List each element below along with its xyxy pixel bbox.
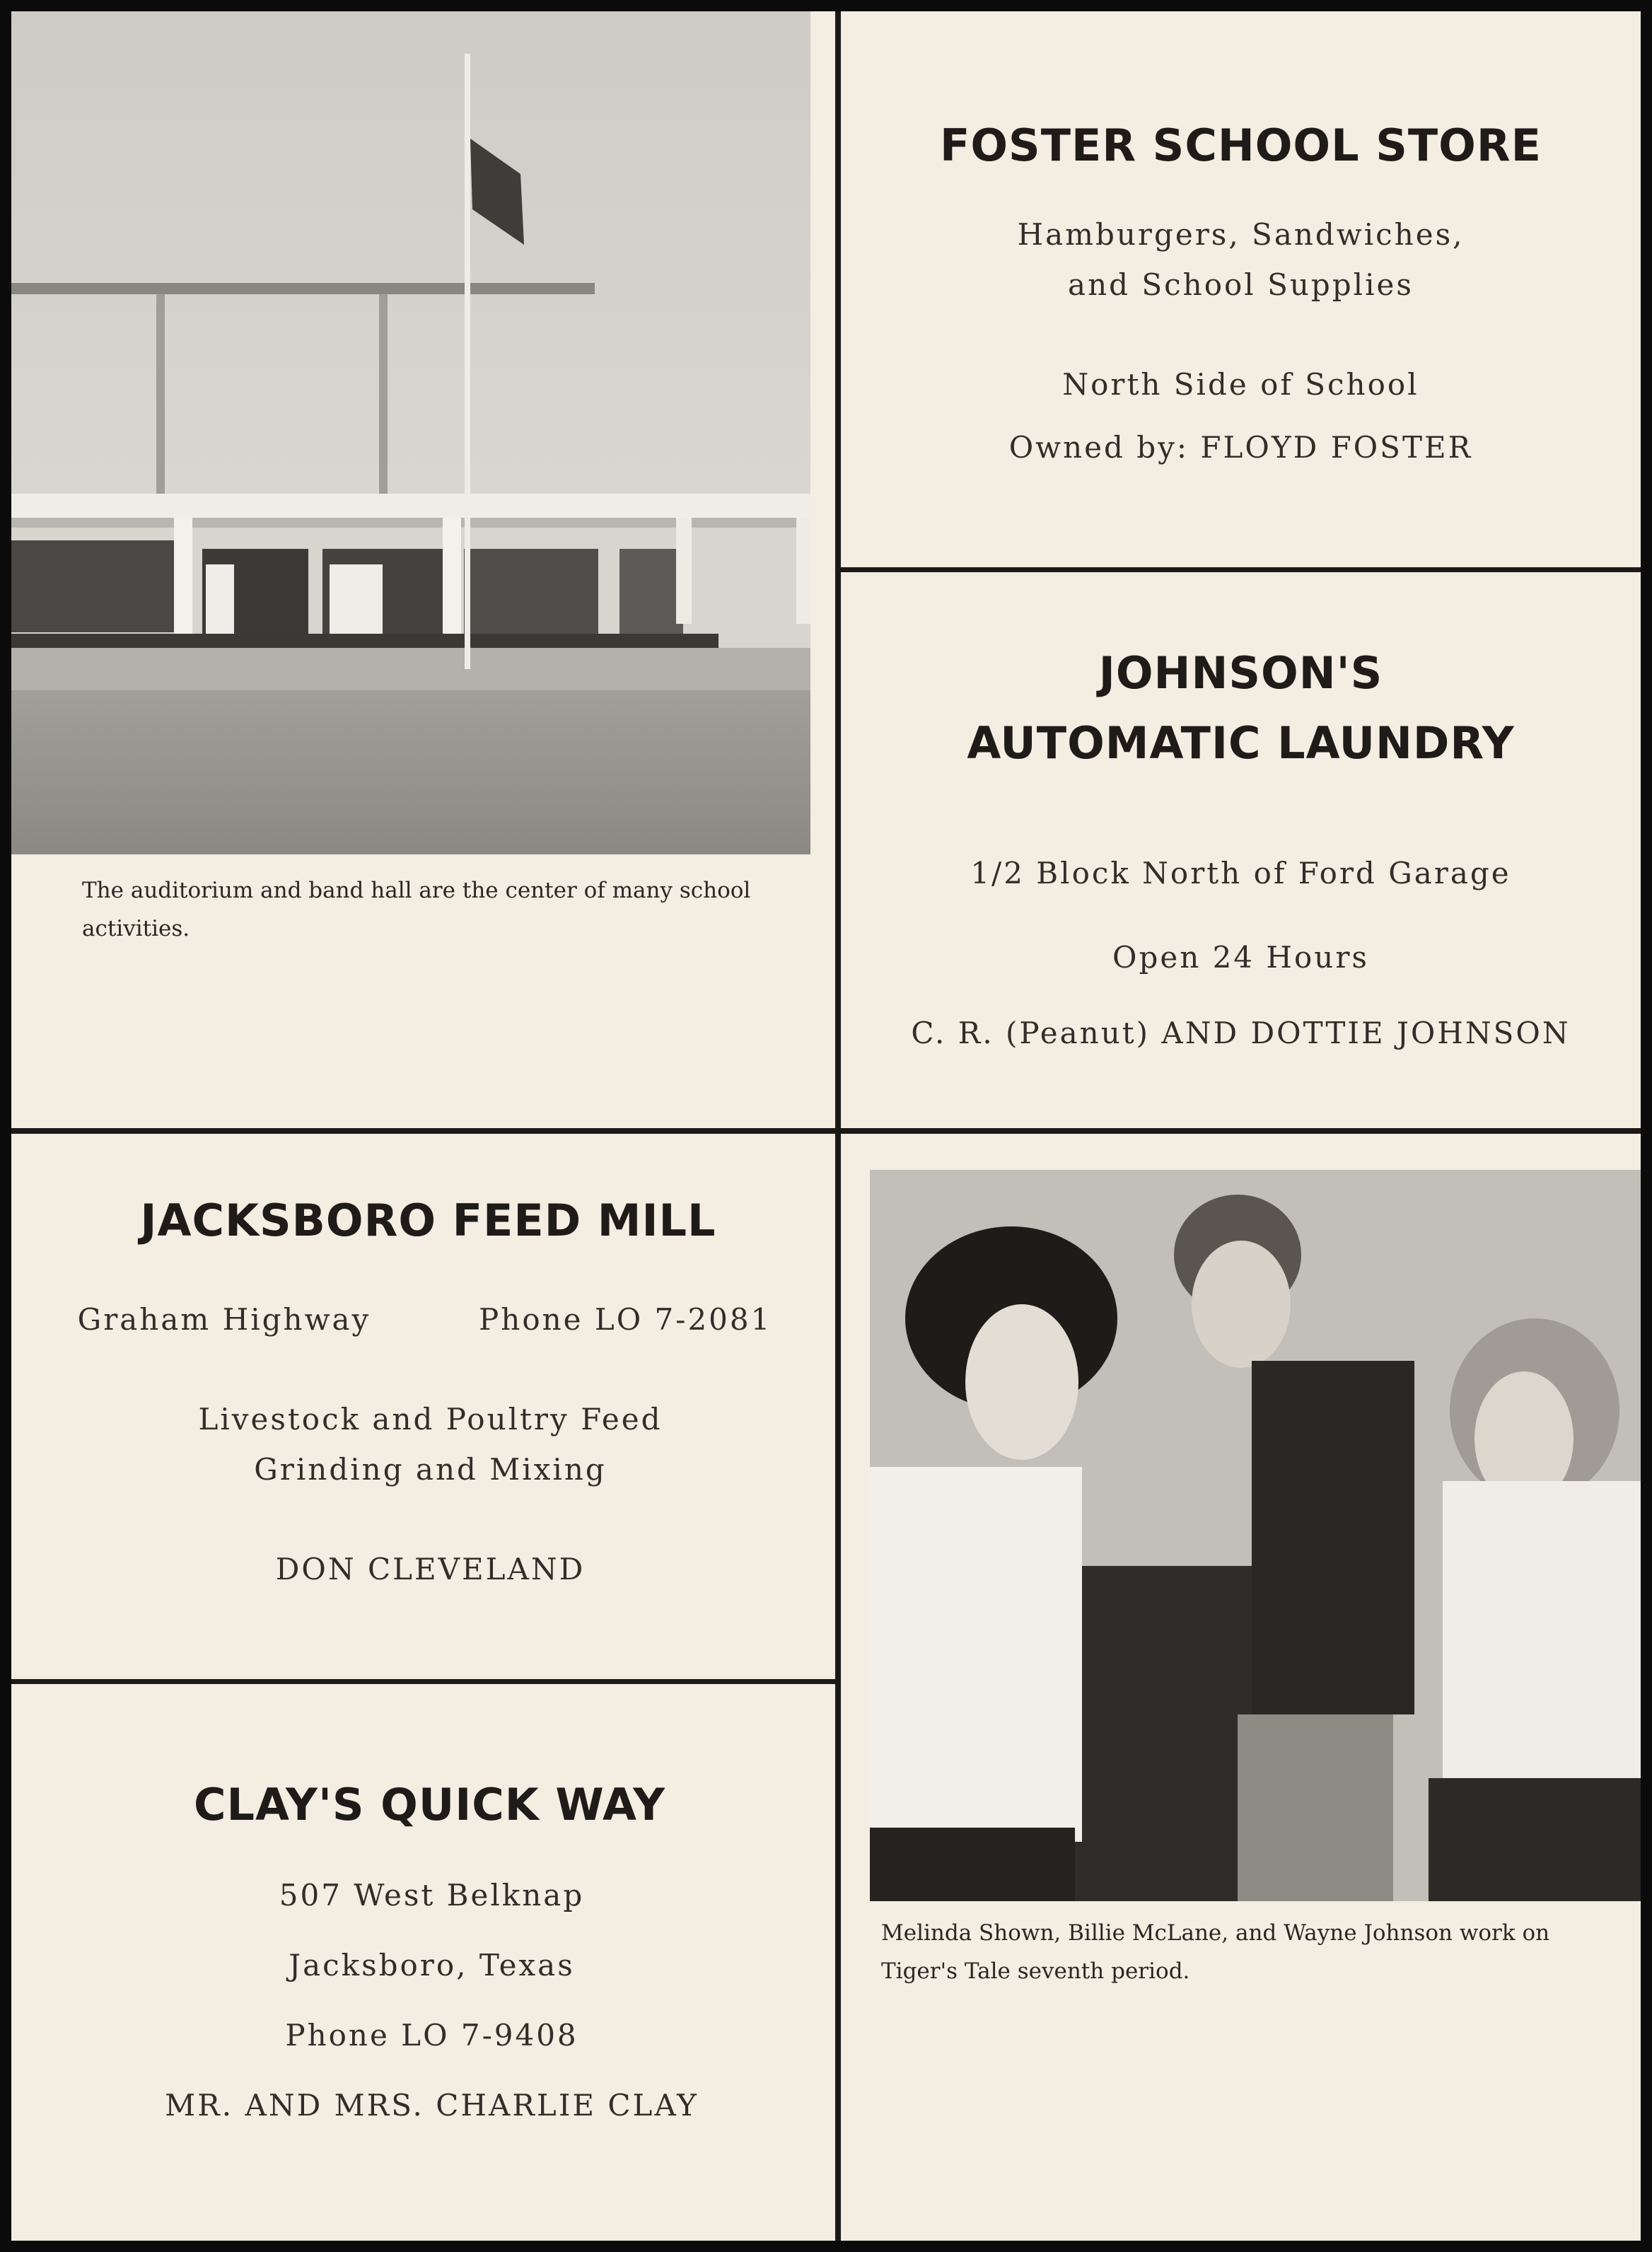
johnsons-location: 1/2 Block North of Ford Garage — [970, 856, 1511, 891]
clays-quick-way-ad — [11, 1770, 838, 2123]
right-upper-divider — [838, 567, 1641, 572]
johnsons-laundry-ad — [841, 638, 1641, 1050]
clays-city: Jacksboro, Texas — [289, 1948, 575, 1983]
middle-divider — [11, 1128, 1641, 1134]
feed-mill-owner: DON CLEVELAND — [275, 1552, 586, 1587]
foster-school-store-ad — [841, 110, 1641, 465]
clays-phone: Phone LO 7-9408 — [285, 2018, 578, 2053]
students-caption: Melinda Shown, Billie McLane, and Wayne Johnson work on Tiger's Tale seventh period. — [881, 1920, 1550, 1984]
students-photo — [870, 1170, 1641, 1901]
johnsons-title-line1: JOHNSON'S — [1098, 647, 1383, 699]
foster-location: North Side of School — [1062, 367, 1419, 402]
foster-line2: and School Supplies — [1068, 267, 1414, 303]
jacksboro-feed-mill-ad — [11, 1185, 838, 1586]
clays-address: 507 West Belknap — [279, 1878, 585, 1913]
feed-mill-line2: Grinding and Mixing — [254, 1452, 607, 1487]
auditorium-caption: The auditorium and band hall are the center of many school activities. — [82, 878, 751, 941]
johnsons-hours: Open 24 Hours — [1112, 940, 1369, 975]
foster-line1: Hamburgers, Sandwiches, — [1017, 217, 1465, 253]
foster-title: FOSTER SCHOOL STORE — [940, 120, 1542, 171]
foster-owner: Owned by: FLOYD FOSTER — [1008, 430, 1473, 465]
feed-mill-title: JACKSBORO FEED MILL — [140, 1195, 716, 1246]
johnsons-owners: C. R. (Peanut) AND DOTTIE JOHNSON — [911, 1016, 1571, 1051]
left-lower-divider — [11, 1679, 838, 1684]
clays-title: CLAY'S QUICK WAY — [194, 1779, 665, 1830]
feed-mill-line1: Livestock and Poultry Feed — [198, 1402, 663, 1437]
johnsons-title-line2: AUTOMATIC LAUNDRY — [967, 717, 1515, 770]
auditorium-photo — [11, 11, 810, 854]
yearbook-page — [11, 11, 1641, 2241]
feed-mill-address-phone-row — [11, 1302, 838, 1337]
clays-owners: MR. AND MRS. CHARLIE CLAY — [165, 2088, 699, 2123]
feed-mill-address: Graham Highway — [77, 1302, 371, 1337]
feed-mill-phone: Phone LO 7-2081 — [479, 1302, 772, 1337]
